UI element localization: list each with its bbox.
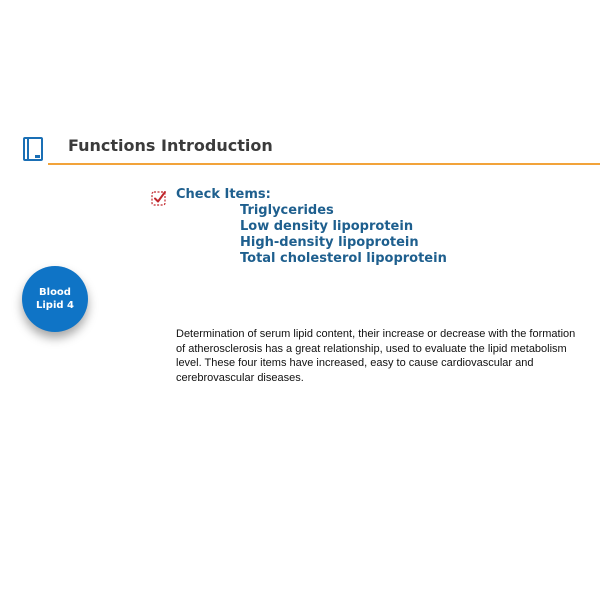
check-items-list [240,203,447,267]
page-title: Functions Introduction [68,136,273,155]
check-item: Low density lipoprotein [240,219,414,234]
check-item: Triglycerides [240,203,334,218]
badge-line-1: Blood [39,287,71,298]
checkbox-checked-icon [151,190,167,206]
book-icon [23,137,43,161]
check-item: Total cholesterol lipoprotein [240,251,447,266]
blood-lipid-badge [22,266,88,332]
check-items-label: Check Items: [176,187,271,202]
header-divider [48,163,600,165]
check-item: High-density lipoprotein [240,235,419,250]
badge-line-2: Lipid 4 [36,300,74,311]
description-text: Determination of serum lipid content, their increase or decrease with the formation of atherosclerosis has a great relationship, used to evaluate the lipid metabolism level. These four items have increased, easy to cause cardiovascular and cerebrovascular diseases. [176,328,576,384]
